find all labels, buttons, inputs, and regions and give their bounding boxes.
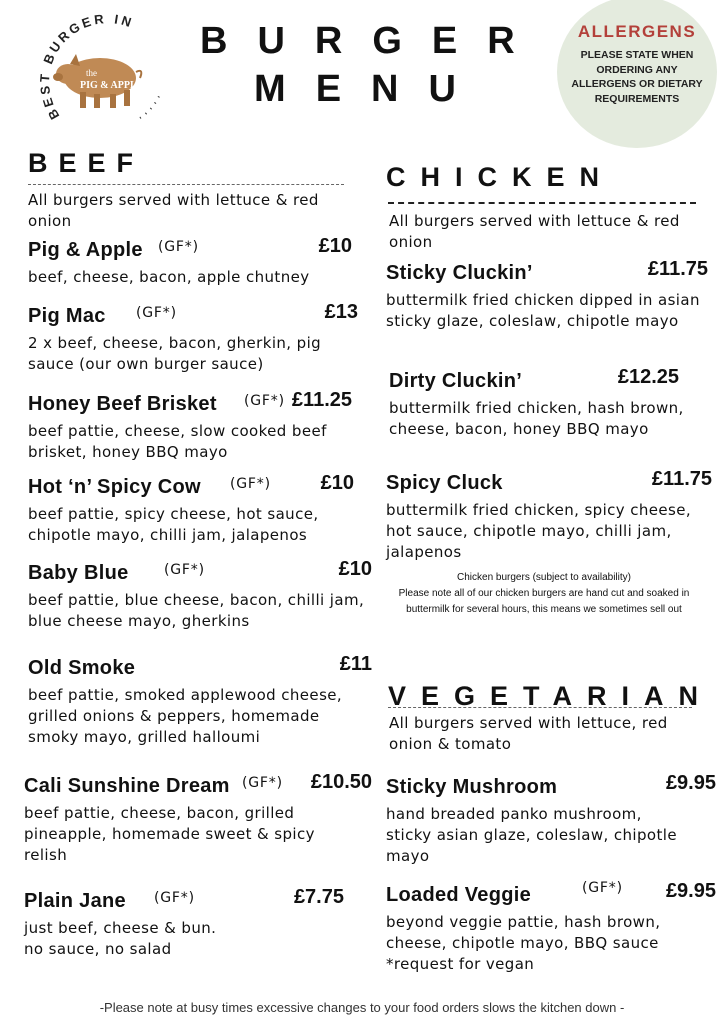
allergens-heading: ALLERGENS bbox=[577, 22, 697, 41]
menu-title-line2: MENU bbox=[254, 68, 486, 110]
menu-item bbox=[28, 558, 372, 632]
item-gf: (GF*) bbox=[244, 393, 285, 409]
chicken-heading: CHICKEN bbox=[386, 162, 615, 192]
item-price: £9.95 bbox=[665, 772, 716, 794]
chicken-divider bbox=[388, 202, 696, 204]
item-name: Pig Mac bbox=[28, 305, 106, 327]
item-name: Hot ‘n’ Spicy Cow bbox=[28, 476, 201, 498]
item-price: £12.25 bbox=[617, 366, 679, 388]
item-name: Dirty Cluckin’ bbox=[389, 370, 523, 392]
menu-item bbox=[386, 258, 708, 332]
item-description: buttermilk fried chicken dipped in asian sticky glaze, coleslaw, chipotle mayo bbox=[386, 291, 700, 330]
menu-item bbox=[386, 880, 716, 975]
logo-brand-line2: PIG & APPLE bbox=[80, 80, 144, 91]
item-price: £11 bbox=[339, 653, 372, 675]
logo-brand-line1: the bbox=[86, 68, 97, 78]
pig-and-apple-logo bbox=[30, 14, 178, 146]
menu-item bbox=[28, 472, 354, 546]
logo-dotted-arc bbox=[140, 94, 160, 118]
item-price: £11.25 bbox=[291, 389, 352, 411]
item-price: £9.95 bbox=[665, 880, 716, 902]
item-gf: (GF*) bbox=[242, 775, 283, 791]
vegetarian-divider bbox=[388, 707, 692, 708]
beef-heading: BEEF bbox=[28, 148, 145, 178]
item-name: Old Smoke bbox=[28, 657, 136, 679]
allergens-text: PLEASE STATE WHEN ORDERING ANY ALLERGENS OR DIETARY REQUIREMENTS bbox=[571, 49, 703, 105]
item-gf: (GF*) bbox=[230, 476, 271, 492]
item-price: £11.75 bbox=[651, 468, 712, 490]
item-description: beef, cheese, bacon, apple chutney bbox=[28, 268, 310, 286]
item-description: buttermilk fried chicken, hash brown, cheese, bacon, honey BBQ mayo bbox=[389, 399, 684, 438]
menu-item bbox=[28, 653, 372, 748]
item-price: £10 bbox=[338, 558, 372, 580]
item-description: buttermilk fried chicken, spicy cheese, hot sauce, chipotle mayo, chilli jam, jalapenos bbox=[386, 501, 692, 561]
menu-item bbox=[389, 366, 684, 440]
vegetarian-intro: All burgers served with lettuce, red onion & tomato bbox=[389, 714, 668, 753]
menu-item bbox=[28, 389, 352, 463]
item-gf: (GF*) bbox=[136, 305, 177, 321]
chicken-availability-note: Chicken burgers (subject to availability) bbox=[457, 572, 631, 583]
item-description: beef pattie, cheese, slow cooked beef brisket, honey BBQ mayo bbox=[28, 422, 327, 461]
item-price: £10.50 bbox=[310, 771, 372, 793]
chicken-intro: All burgers served with lettuce & red onion bbox=[389, 212, 680, 251]
beef-intro: All burgers served with lettuce & red onion bbox=[28, 191, 319, 230]
item-name: Honey Beef Brisket bbox=[28, 393, 217, 415]
menu-title-line1: BURGER bbox=[200, 20, 545, 62]
item-name: Loaded Veggie bbox=[386, 884, 532, 906]
item-name: Plain Jane bbox=[24, 890, 126, 912]
menu-item bbox=[28, 235, 352, 288]
menu-item bbox=[24, 886, 344, 960]
beef-divider bbox=[28, 184, 344, 185]
item-description: 2 x beef, cheese, bacon, gherkin, pig sauce (our own burger sauce) bbox=[28, 334, 322, 373]
item-name: Sticky Cluckin’ bbox=[386, 262, 533, 284]
item-price: £7.75 bbox=[293, 886, 344, 908]
item-description: beef pattie, smoked applewood cheese, grilled onions & peppers, homemade smoky mayo, grilled halloumi bbox=[28, 686, 343, 746]
menu-item bbox=[386, 468, 712, 563]
menu-item bbox=[24, 771, 372, 866]
item-gf: (GF*) bbox=[582, 880, 623, 896]
logo-ring-text: BEST BURGER IN bbox=[36, 14, 137, 123]
item-gf: (GF*) bbox=[158, 239, 199, 255]
item-gf: (GF*) bbox=[164, 562, 205, 578]
item-description: beyond veggie pattie, hash brown, cheese, chipotle mayo, BBQ sauce *request for vegan bbox=[386, 913, 661, 973]
item-name: Spicy Cluck bbox=[386, 472, 503, 494]
item-gf: (GF*) bbox=[154, 890, 195, 906]
item-price: £10 bbox=[318, 235, 352, 257]
vegetarian-heading: VEGETARIAN bbox=[388, 681, 714, 711]
chicken-hand-cut-note: Please note all of our chicken burgers are hand cut and soaked in buttermilk for several hours, this means we sometimes sell out bbox=[398, 588, 690, 615]
item-description: just beef, cheese & bun. no sauce, no salad bbox=[24, 919, 217, 958]
menu-item bbox=[28, 301, 358, 375]
kitchen-note-footer: -Please note at busy times excessive changes to your food orders slows the kitchen down - bbox=[99, 1000, 625, 1015]
allergens-badge bbox=[557, 0, 717, 148]
item-description: beef pattie, blue cheese, bacon, chilli jam, blue cheese mayo, gherkins bbox=[28, 591, 365, 630]
item-description: beef pattie, spicy cheese, hot sauce, chipotle mayo, chilli jam, jalapenos bbox=[28, 505, 319, 544]
item-name: Pig & Apple bbox=[28, 239, 143, 261]
menu-item bbox=[386, 772, 716, 867]
item-price: £11.75 bbox=[647, 258, 708, 280]
item-description: beef pattie, cheese, bacon, grilled pineapple, homemade sweet & spicy relish bbox=[24, 804, 315, 864]
item-name: Cali Sunshine Dream bbox=[24, 775, 230, 797]
item-name: Sticky Mushroom bbox=[386, 776, 558, 798]
item-price: £10 bbox=[320, 472, 354, 494]
item-name: Baby Blue bbox=[28, 562, 129, 584]
item-price: £13 bbox=[324, 301, 358, 323]
item-description: hand breaded panko mushroom, sticky asian glaze, coleslaw, chipotle mayo bbox=[386, 805, 677, 865]
